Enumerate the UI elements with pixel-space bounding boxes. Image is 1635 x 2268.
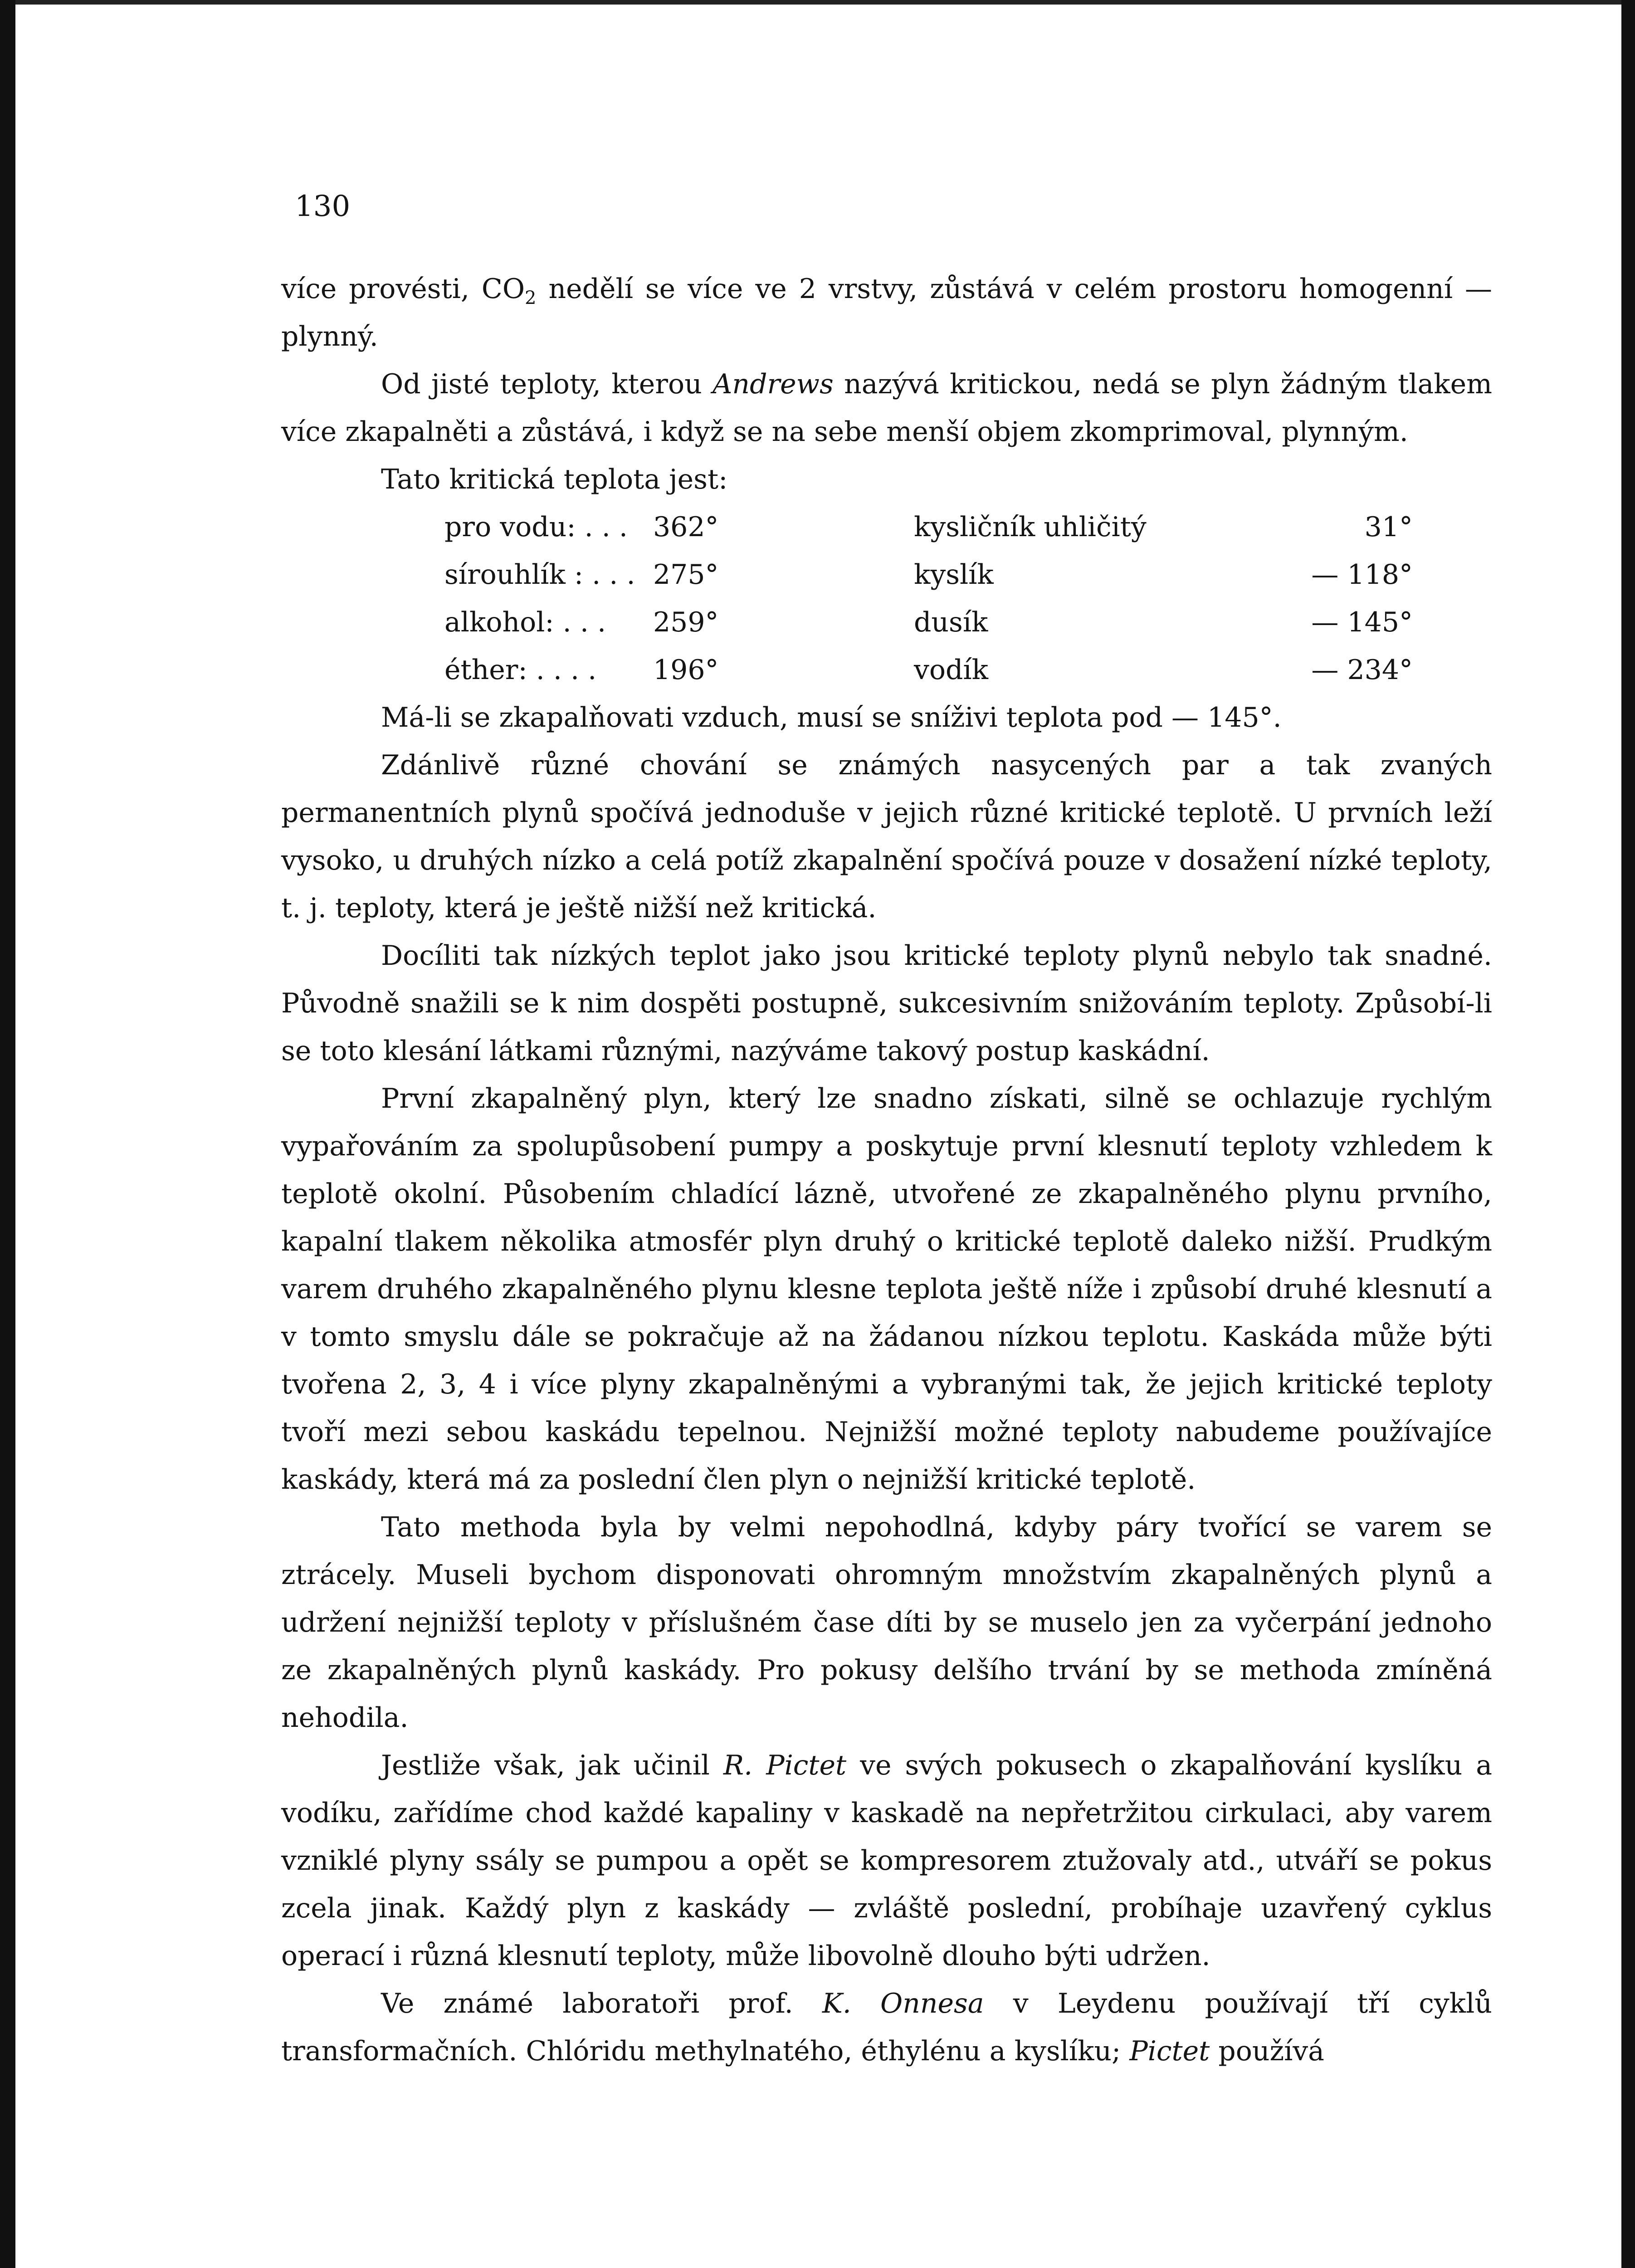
paragraph-6: Docíliti tak nízkých teplot jako jsou kritické teploty plynů nebylo tak snadné. Původně snažili se k nim dospěti postupně, sukcesivním snižováním teploty. Způsobí-li se toto klesání látkami různými, nazýváme takový postup kaskádní. [281,940,1492,1067]
substance-label: éther: . . . . [444,654,597,686]
paragraph-2: Od jisté teploty, kterou Andrews nazývá kritickou, nedá se plyn žádným tlakem více zkapalněti a zůstává, i když se na sebe menší objem zkomprimoval, plynným. [281,368,1493,448]
substance-label: pro vodu: . . . [444,511,628,543]
paragraph-7: První zkapalněný plyn, který lze snadno získati, silně se ochlazuje rychlým vypařováním za spolupůsobení pumpy a poskytuje první klesnutí teploty vzhledem k teplotě okolní. Působením chladící lázně, utvořené ze zkapalněného plynu prvního, kapalní tlakem několika atmosfér plyn druhý o kritické teplotě daleko nižší. Prudkým varem druhého zkapalněného plynu klesne teplota ještě níže i způsobí druhé klesnutí a v tomto smyslu dále se pokračuje až na žádanou nízkou teplotu. Kaskáda může býti tvořena 2, 3, 4 i více plyny zkapalněnými a vybranými tak, že jejich kritické teploty tvoří mezi sebou kaskádu tepelnou. Nejnižší možné teploty nabudeme používajíce kaskády, která má za poslední člen plyn o nejnižší kritické teplotě. [281,1083,1492,1496]
table-row [281,599,1492,646]
paragraph-8: Tato methoda byla by velmi nepohodlná, kdyby páry tvořící se varem se ztrácely. Museli bychom disponovati ohromným množstvím zkapalněných plynů a udržení nejnižší teploty v příslušném čase díti by se muselo jen za vyčerpání jednoho ze zkapalněných plynů kaskády. Pro pokusy delšího trvání by se methoda zmíněná nehodila. [281,1511,1492,1734]
scan-edge-right [1621,0,1635,2268]
page-number: 130 [295,190,351,223]
substance-label: kysličník uhličitý [914,511,1147,543]
substance-value: 196° [653,654,719,686]
substance-label: alkohol: . . . [444,606,606,638]
author-name-andrews: Andrews [713,368,834,400]
substance-value: — 118° [1311,559,1413,591]
substance-value: 275° [653,559,719,591]
substance-label: sírouhlík : . . . [444,559,635,591]
paragraph-4: Má-li se zkapalňovati vzduch, musí se sníživi teplota pod — 145°. [381,702,1282,733]
substance-value: 362° [653,511,719,543]
substance-value: — 234° [1311,654,1413,686]
table-row [281,503,1492,551]
paragraph-3: Tato kritická teplota jest: [381,464,728,495]
table-row [281,551,1492,599]
substance-label: vodík [914,654,988,686]
paragraph-1: více provésti, $CO_2$ nedělí se více ve 2 vrstvy, zůstává v celém prostoru homogenní — plynný. [281,273,1492,352]
paragraph-10: Ve známé laboratoři prof. K. Onnesa v Leydenu používají tří cyklů transformačních. Chlóridu methylnatého, éthylénu a kyslíku; Pictet používá [281,1988,1492,2067]
critical-temperature-table [281,503,1492,694]
scan-edge-top [0,0,1635,5]
substance-label: dusík [914,606,988,638]
substance-value: — 145° [1311,606,1413,638]
paragraph-5: Zdánlivě různé chování se známých nasycených par a tak zvaných permanentních plynů spočívá jednoduše v jejich různé kritické teplotě. U prvních leží vysoko, u druhých nízko a celá potíž zkapalnění spočívá pouze v dosažení nízké teploty, t. j. teploty, která je ještě nižší než kritická. [281,749,1492,924]
scan-edge-left [0,0,15,2268]
author-name-pictet: R. Pictet [723,1750,847,1781]
page-content [281,181,1492,2075]
author-name-pictet-2: Pictet [1129,2035,1210,2067]
author-name-onnes: K. Onnesa [822,1988,984,2019]
table-row [281,646,1492,694]
substance-value: 259° [653,606,719,638]
substance-value: 31° [1364,511,1413,543]
paragraph-9: Jestliže však, jak učinil R. Pictet ve svých pokusech o zkapalňování kyslíku a vodíku, zařídíme chod každé kapaliny v kaskadě na nepřetržitou cirkulaci, aby varem vzniklé plyny ssály se pumpou a opět se kompresorem ztužovaly atd., utváří se pokus zcela jinak. Každý plyn z kaskády — zvláště poslední, probíhaje uzavřený cyklus operací i různá klesnutí teploty, může libovolně dlouho býti udržen. [281,1750,1493,1972]
substance-label: kyslík [914,559,994,591]
